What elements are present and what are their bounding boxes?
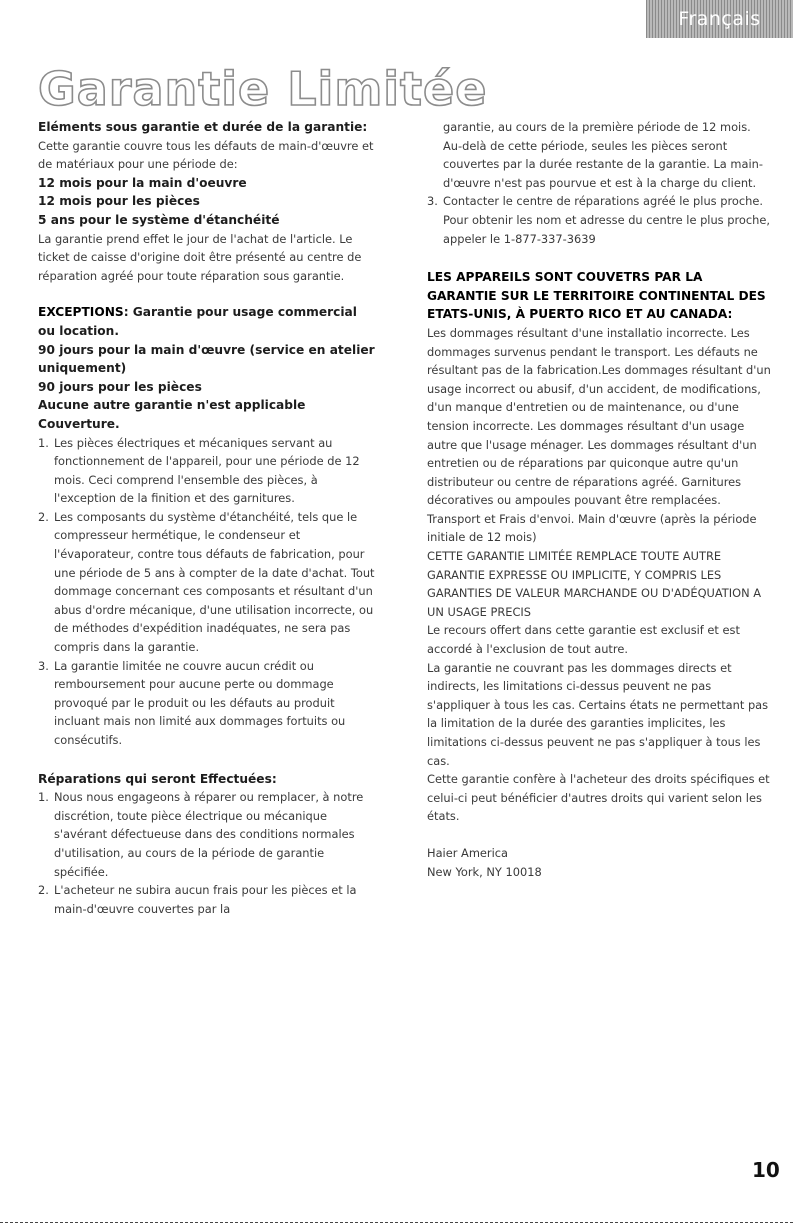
no-other-warranty: Aucune autre garantie n'est applicable bbox=[38, 398, 306, 413]
exclusions-text: Les dommages résultant d'une installatio incorrecte. Les dommages survenus pendant le transport. Les défauts ne résultant pas de la fabrication.Les dommages résultant d'un usage incorrect ou abusif, d'un accident, de modifications, d'un manque d'entretien ou de maintenance, ou d'une tension incorrecte. Les dommages résultant d'un usage autre que l'usage ménager. Les dommages résultant d'un entretien ou de réparations par quiconque autre qu'un distributeur ou centre de réparations agréé. Garnitures décoratives ou ampoules pouvant être remplacées. Transport et Frais d'envoi. Main d'œuvre (après la période initiale de 12 mois) bbox=[427, 325, 771, 545]
parts-period: 12 mois pour les pièces bbox=[38, 194, 200, 209]
page-number: 10 bbox=[752, 1158, 780, 1182]
sealed-system-period: 5 ans pour le système d'étanchéité bbox=[38, 212, 280, 227]
exceptions-text: : Garantie pour usage commercial ou location. bbox=[38, 305, 357, 338]
repairs-heading: Réparations qui seront Effectuées: bbox=[38, 771, 277, 786]
commercial-labor-period: 90 jours pour la main d'œuvre (service en atelier uniquement) bbox=[38, 342, 375, 376]
language-tab: Français bbox=[646, 0, 793, 38]
bottom-divider bbox=[0, 1222, 793, 1223]
exceptions-heading bbox=[38, 303, 378, 340]
territory-heading: LES APPAREILS SONT COUVETRS PAR LA GARANTIE SUR LE TERRITOIRE CONTINENTAL DES ETATS-UNIS, À PUERTO RICO ET AU CANADA: bbox=[427, 270, 766, 322]
list-item: 2. Les composants du système d'étanchéité, tels que le compresseur hermétique, le condenseur et l'évaporateur, contre tous défauts de fabrication, pour une période de 5 ans à compter de la date d'achat. Tout dommage concernant ces composants et résultant d'un abus d'ordre mécanique, d'une utilisation incorrecte, ou de méthodes d'expédition inadéquates, ne sera pas compris dans la garantie. bbox=[38, 509, 375, 655]
labor-period: 12 mois pour la main d'oeuvre bbox=[38, 175, 247, 190]
limitations-text: La garantie ne couvrant pas les dommages directs et indirects, les limitations ci-dessus peuvent ne pas s'appliquer à tous les cas. Certains états ne permettant pas la limitation de la durée des garanties implicites, les limitations ci-dessus peuvent ne pas s'appliquer à tous les cas. bbox=[427, 660, 769, 768]
list-item: garantie, au cours de la première période de 12 mois. Au-delà de cette période, seules les pièces seront couvertes par la durée restante de la garantie. La main-d'œuvre n'est pas pourvue et est à la charge du client. bbox=[443, 120, 763, 190]
list-item: 1. Nous nous engageons à réparer ou remplacer, à notre discrétion, toute pièce électrique ou mécanique s'avérant défectueuse dans des conditions normales d'utilisation, au cours de la période de garantie spécifiée. bbox=[38, 790, 364, 879]
coverage-heading: Eléments sous garantie et durée de la garantie: bbox=[38, 120, 368, 134]
company-name: Haier America bbox=[427, 845, 509, 860]
list-item: 3. Contacter le centre de réparations agréé le plus proche. Pour obtenir les nom et adresse du centre le plus proche, appeler le 1-877-337-3639 bbox=[427, 194, 770, 246]
coverage-list bbox=[38, 434, 378, 750]
disclaimer-text: CETTE GARANTIE LIMITÉE REMPLACE TOUTE AUTRE GARANTIE EXPRESSE OU IMPLICITE, Y COMPRIS LES GARANTIES DE VALEUR MARCHANDE OU D'ADÉQUATION A UN USAGE PRECIS bbox=[427, 549, 762, 619]
commercial-parts-period: 90 jours pour les pièces bbox=[38, 379, 202, 394]
list-item: 3. La garantie limitée ne couvre aucun crédit ou remboursement pour aucune perte ou dommage provoqué par le produit ou les défauts au produit incluant mais non limité aux dommages fortuits ou consécutifs. bbox=[38, 658, 346, 747]
exclusive-remedy-text: Le recours offert dans cette garantie est exclusif et est accordé à l'exclusion de tout autre. bbox=[427, 623, 740, 657]
repairs-list bbox=[38, 788, 378, 918]
page-title: Garantie Limitée bbox=[38, 62, 488, 116]
list-item: 2. L'acheteur ne subira aucun frais pour les pièces et la main-d'œuvre couvertes par la bbox=[38, 883, 357, 916]
list-item: 1. Les pièces électriques et mécaniques servant au fonctionnement de l'appareil, pour une période de 12 mois. Ceci comprend l'ensemble des pièces, à l'exception de la finition et des garnitures. bbox=[38, 435, 360, 506]
company-city: New York, NY 10018 bbox=[427, 864, 542, 879]
repairs-list-continued bbox=[427, 118, 773, 248]
exceptions-label: EXCEPTIONS bbox=[38, 305, 124, 320]
warranty-start-text: La garantie prend effet le jour de l'achat de l'article. Le ticket de caisse d'origine doit être présenté au centre de réparation agréé pour toute réparation sous garantie. bbox=[38, 231, 362, 283]
coverage-intro: Cette garantie couvre tous les défauts de main-d'œuvre et de matériaux pour une période de: bbox=[38, 138, 374, 172]
left-column bbox=[38, 118, 378, 918]
right-column bbox=[427, 118, 773, 881]
rights-text: Cette garantie confère à l'acheteur des droits spécifiques et celui-ci peut bénéficier d'autres droits qui varient selon les états. bbox=[427, 772, 770, 824]
coverage-label: Couverture. bbox=[38, 416, 120, 431]
